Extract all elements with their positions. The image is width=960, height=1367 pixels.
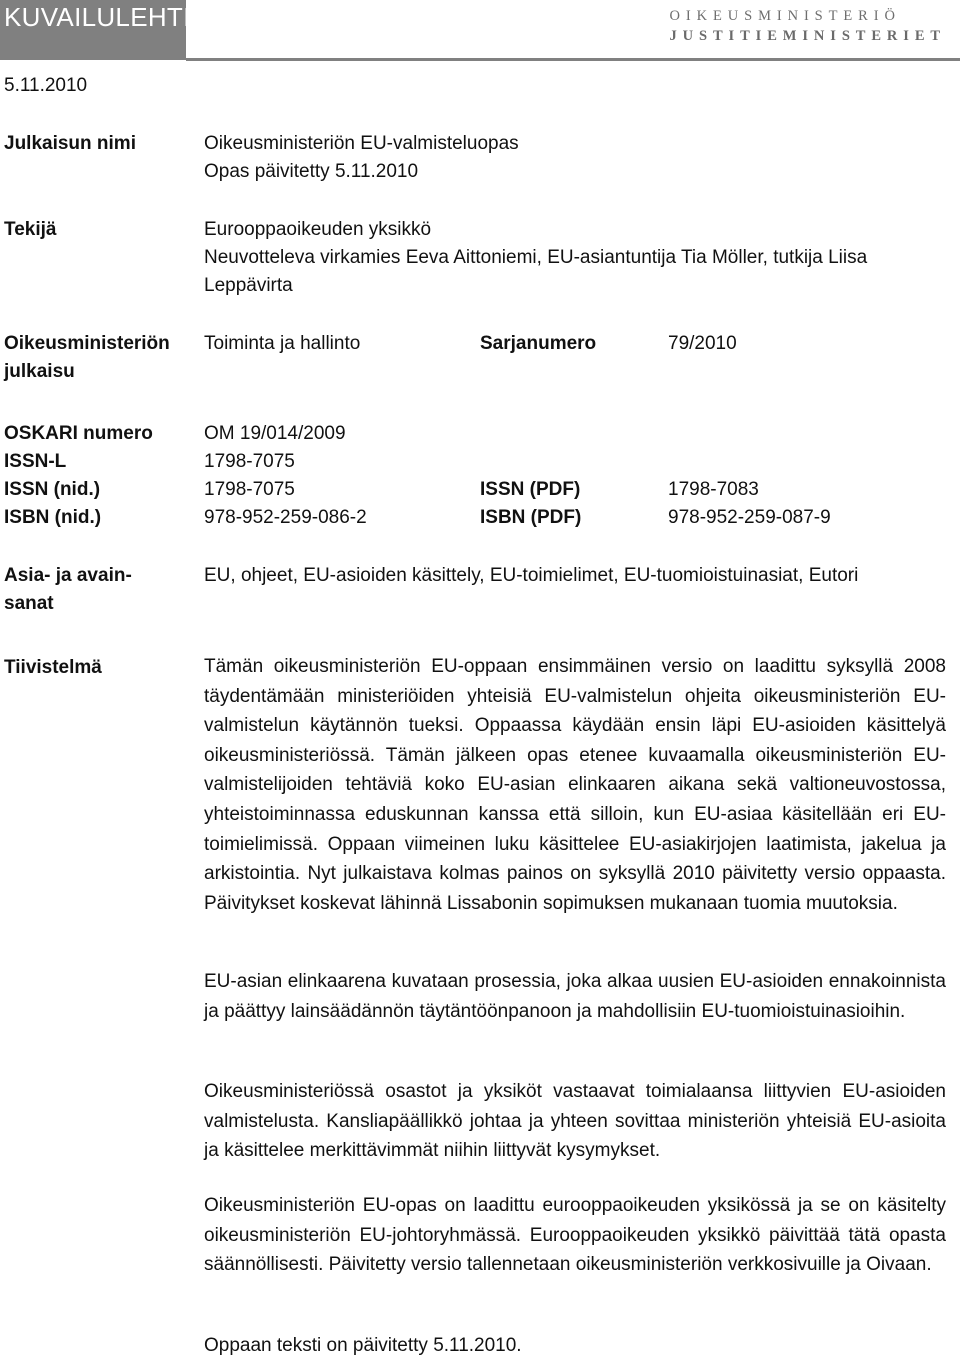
series-number-value: 79/2010 [668, 333, 737, 354]
issn-pdf-value: 1798-7083 [668, 479, 759, 500]
issn-value: 1798-7075 [204, 479, 295, 500]
publication-name-line-2: Opas päivitetty 5.11.2010 [204, 161, 419, 182]
summary-paragraph-1: Tämän oikeusministeriön EU-oppaan ensimmäinen versio on laadittu syksyllä 2008 täydentämään ministeriöiden yhteisiä EU-valmistelun ohjeita oikeusministeriön EU-valmistelun käytännön tueksi. Oppaassa käydään ensin läpi EU-asioiden käsittelyä oikeusministeriössä. Tämän jälkeen opas etenee kuvaamalla oikeusministeriön EU-valmistelijoiden tehtäviä koko EU-asian elinkaaren aikana sekä valtioneuvostossa, yhteistoiminnassa eduskunnan kanssa että silloin, kun EU-asiaa käsitellään eri EU-toimielimissä. Oppaan viimeinen luku käsittelee EU-asiakirjojen laatimista, jakelua ja arkistointia. Nyt julkaistava kolmas painos on syksyllä 2010 päivitetty versio oppaasta. Päivitykset koskevat lähinnä Lissabonin sopimuksen mukanaan tuomia muutoksia. [204, 656, 946, 914]
author-line-1: Eurooppaoikeuden yksikkö [204, 219, 432, 240]
isbn-value: 978-952-259-086-2 [204, 507, 367, 528]
author-line-3: Leppävirta [204, 275, 293, 296]
document-type-title: KUVAILULEHTI [4, 2, 191, 32]
summary-paragraph-3: Oikeusministeriössä osastot ja yksiköt vastaavat toimialaansa liittyvien EU-asioiden valmistelusta. Kansliapäällikkö johtaa ja yhteen sovittaa ministeriön yhteisiä EU-asioita ja käsittelee merkittävimmät niihin liittyvät kysymykset. [204, 1081, 946, 1162]
label-publication-series-2: julkaisu [4, 361, 75, 382]
oskari-value: OM 19/014/2009 [204, 423, 346, 444]
label-series-number: Sarjanumero [480, 333, 597, 354]
label-issn-pdf: ISSN (PDF) [480, 479, 581, 500]
label-summary: Tiivistelmä [4, 657, 102, 678]
summary-paragraph-2: EU-asian elinkaarena kuvataan prosessia, joka alkaa uusien EU-asioiden ennakoinnista ja päättyy lainsäädännön täytäntöönpanoon ja mahdollisiin EU-tuomioistuinasioihin. [204, 971, 946, 1022]
label-keywords: Asia- ja avain- [4, 565, 132, 586]
publication-date: 5.11.2010 [4, 75, 88, 96]
label-issn: ISSN (nid.) [4, 479, 101, 500]
label-author: Tekijä [4, 219, 57, 240]
ministry-name-sv: JUSTITIEMINISTERIET [669, 28, 946, 44]
summary-paragraph-4: Oikeusministeriön EU-opas on laadittu eurooppaoikeuden yksikössä ja se on käsitelty oikeusministeriön EU-johtoryhmässä. Eurooppaoikeuden yksikkö päivittää tätä opasta säännöllisesti. Päivitetty versio tallennetaan oikeusministeriön verkkosivuille ja Oivaan. [204, 1195, 946, 1276]
keywords-value: EU, ohjeet, EU-asioiden käsittely, EU-toimielimet, EU-tuomioistuinasiat, Eutori [204, 565, 859, 586]
publication-series-value: Toiminta ja hallinto [204, 333, 361, 354]
label-issn-l: ISSN-L [4, 451, 67, 472]
isbn-pdf-value: 978-952-259-087-9 [668, 507, 831, 528]
label-publication-series: Oikeusministeriön [4, 333, 170, 354]
label-publication-name: Julkaisun nimi [4, 133, 136, 154]
label-isbn-pdf: ISBN (PDF) [480, 507, 582, 528]
issn-l-value: 1798-7075 [204, 451, 295, 472]
ministry-name-fi: OIKEUSMINISTERIÖ [669, 8, 901, 24]
label-isbn: ISBN (nid.) [4, 507, 102, 528]
header-rule [186, 58, 960, 61]
label-keywords-2: sanat [4, 593, 54, 614]
ministry-logo [670, 6, 947, 46]
publication-name-line-1: Oikeusministeriön EU-valmisteluopas [204, 133, 519, 154]
author-line-2: Neuvotteleva virkamies Eeva Aittoniemi, EU-asiantuntija Tia Möller, tutkija Liisa [204, 247, 868, 268]
summary-paragraph-5: Oppaan teksti on päivitetty 5.11.2010. [204, 1335, 522, 1356]
label-oskari: OSKARI numero [4, 423, 153, 444]
header-band [0, 0, 191, 60]
